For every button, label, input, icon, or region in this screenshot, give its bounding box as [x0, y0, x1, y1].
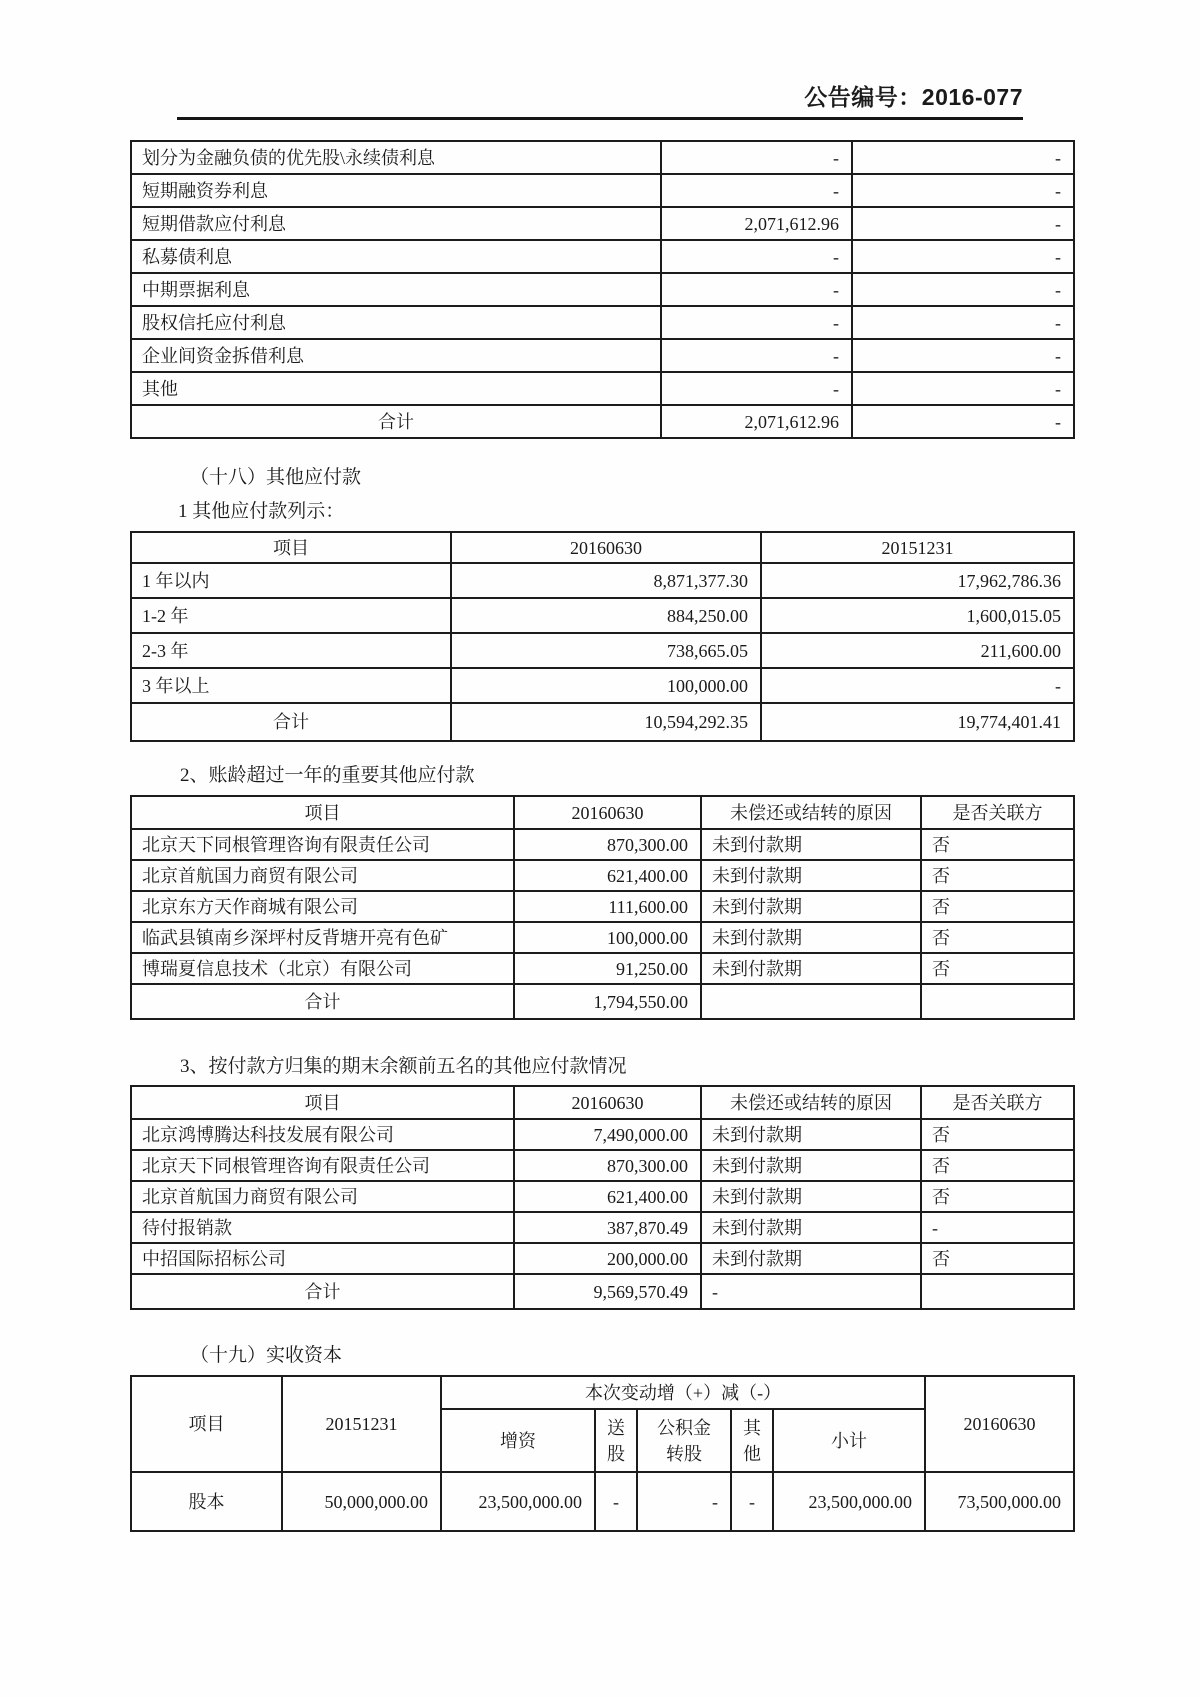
amount-current-cell: 2,071,612.96 — [661, 207, 852, 240]
total-amount-cell: 1,794,550.00 — [514, 984, 701, 1019]
row-label-cell: 2-3 年 — [131, 633, 451, 668]
total-related-cell — [921, 1274, 1074, 1309]
header-row — [131, 532, 1074, 563]
header-row — [131, 1086, 1074, 1119]
column-header-item: 项目 — [131, 796, 514, 829]
related-party-cell: 否 — [921, 1243, 1074, 1274]
related-party-cell: 否 — [921, 1119, 1074, 1150]
total-row — [131, 984, 1074, 1019]
table-row — [131, 953, 1074, 984]
column-header-20160630: 20160630 — [514, 796, 701, 829]
amount-prior-cell: - — [852, 273, 1074, 306]
amount-prior-cell: 17,962,786.36 — [761, 563, 1074, 598]
total-label-cell: 合计 — [131, 405, 661, 438]
amount-prior-cell: - — [852, 207, 1074, 240]
amount-cell: 91,250.00 — [514, 953, 701, 984]
total-row — [131, 703, 1074, 741]
company-name-cell: 临武县镇南乡深坪村反背塘开亮有色矿 — [131, 922, 514, 953]
table-row — [131, 141, 1074, 174]
amount-current-cell: 100,000.00 — [451, 668, 761, 703]
column-header-subtotal: 小计 — [773, 1409, 925, 1472]
column-header-other: 其他 — [731, 1409, 773, 1472]
row-label-cell: 短期融资券利息 — [131, 174, 661, 207]
list-subtitle: 1 其他应付款列示： — [178, 501, 345, 522]
header-rule — [177, 117, 1023, 120]
related-party-cell: 否 — [921, 1181, 1074, 1212]
related-party-cell: 否 — [921, 860, 1074, 891]
total-row — [131, 405, 1074, 438]
row-label-cell: 短期借款应付利息 — [131, 207, 661, 240]
top-five-payables-table — [130, 1085, 1075, 1310]
header-row — [131, 796, 1074, 829]
column-header-20160630: 20160630 — [925, 1376, 1074, 1472]
table-row — [131, 633, 1074, 668]
reason-cell: 未到付款期 — [701, 1119, 921, 1150]
table-row — [131, 372, 1074, 405]
column-header-20151231: 20151231 — [282, 1376, 441, 1472]
section-18-title: （十八）其他应付款 — [190, 467, 362, 488]
amount-prior-cell: - — [852, 240, 1074, 273]
table-row — [131, 563, 1074, 598]
reason-cell: 未到付款期 — [701, 1212, 921, 1243]
table-row — [131, 306, 1074, 339]
column-header-related-party: 是否关联方 — [921, 796, 1074, 829]
total-label-cell: 合计 — [131, 1274, 514, 1309]
company-name-cell: 北京首航国力商贸有限公司 — [131, 860, 514, 891]
amount-current-cell: - — [661, 240, 852, 273]
table-row — [131, 1243, 1074, 1274]
header-row-top — [131, 1376, 1074, 1409]
table-row — [131, 207, 1074, 240]
amount-prior-cell: - — [852, 339, 1074, 372]
company-name-cell: 待付报销款 — [131, 1212, 514, 1243]
amount-cell: 621,400.00 — [514, 1181, 701, 1212]
section-3-subtitle: 3、按付款方归集的期末余额前五名的其他应付款情况 — [180, 1056, 627, 1077]
total-row — [131, 1274, 1074, 1309]
total-current-cell: 2,071,612.96 — [661, 405, 852, 438]
table-row — [131, 860, 1074, 891]
table-row — [131, 1181, 1074, 1212]
reason-cell: 未到付款期 — [701, 1181, 921, 1212]
amount-current-cell: - — [661, 141, 852, 174]
amount-current-cell: 8,871,377.30 — [451, 563, 761, 598]
total-reason-cell: - — [701, 1274, 921, 1309]
section-2-subtitle: 2、账龄超过一年的重要其他应付款 — [180, 765, 475, 786]
subtotal-cell: 23,500,000.00 — [773, 1472, 925, 1531]
amount-current-cell: - — [661, 273, 852, 306]
row-label-cell: 3 年以上 — [131, 668, 451, 703]
column-header-item: 项目 — [131, 532, 451, 563]
related-party-cell: 否 — [921, 1150, 1074, 1181]
amount-current-cell: 738,665.05 — [451, 633, 761, 668]
total-prior-cell: 19,774,401.41 — [761, 703, 1074, 741]
column-header-bonus-shares: 送股 — [595, 1409, 637, 1472]
section-19-title: （十九）实收资本 — [190, 1345, 343, 1366]
reason-cell: 未到付款期 — [701, 860, 921, 891]
total-label-cell: 合计 — [131, 703, 451, 741]
row-label-cell: 股本 — [131, 1472, 282, 1531]
amount-prior-cell: - — [852, 372, 1074, 405]
amount-current-cell: - — [661, 174, 852, 207]
company-name-cell: 北京首航国力商贸有限公司 — [131, 1181, 514, 1212]
amount-cell: 621,400.00 — [514, 860, 701, 891]
total-prior-cell: - — [852, 405, 1074, 438]
amount-cell: 100,000.00 — [514, 922, 701, 953]
reserve-to-shares-cell: - — [637, 1472, 731, 1531]
amount-prior-cell: - — [852, 174, 1074, 207]
related-party-cell: 否 — [921, 891, 1074, 922]
amount-current-cell: - — [661, 372, 852, 405]
total-reason-cell — [701, 984, 921, 1019]
table-row — [131, 1472, 1074, 1531]
company-name-cell: 中招国际招标公司 — [131, 1243, 514, 1274]
column-header-20151231: 20151231 — [761, 532, 1074, 563]
current-amount-cell: 73,500,000.00 — [925, 1472, 1074, 1531]
amount-cell: 870,300.00 — [514, 1150, 701, 1181]
table-row — [131, 174, 1074, 207]
column-header-capital-increase: 增资 — [441, 1409, 595, 1472]
table-row — [131, 1212, 1074, 1243]
other-payables-aging-table — [130, 531, 1075, 742]
amount-cell: 7,490,000.00 — [514, 1119, 701, 1150]
table-row — [131, 339, 1074, 372]
reason-cell: 未到付款期 — [701, 922, 921, 953]
related-party-cell: - — [921, 1212, 1074, 1243]
total-current-cell: 10,594,292.35 — [451, 703, 761, 741]
related-party-cell: 否 — [921, 953, 1074, 984]
page-content — [130, 0, 1073, 1532]
column-header-related-party: 是否关联方 — [921, 1086, 1074, 1119]
column-header-20160630: 20160630 — [514, 1086, 701, 1119]
table-row — [131, 829, 1074, 860]
reason-cell: 未到付款期 — [701, 953, 921, 984]
amount-cell: 870,300.00 — [514, 829, 701, 860]
amount-current-cell: - — [661, 306, 852, 339]
column-header-change-group: 本次变动增（+）减（-） — [441, 1376, 925, 1409]
amount-current-cell: - — [661, 339, 852, 372]
amount-prior-cell: 211,600.00 — [761, 633, 1074, 668]
table-row — [131, 891, 1074, 922]
company-name-cell: 博瑞夏信息技术（北京）有限公司 — [131, 953, 514, 984]
over-one-year-payables-table — [130, 795, 1075, 1020]
amount-prior-cell: 1,600,015.05 — [761, 598, 1074, 633]
row-label-cell: 划分为金融负债的优先股\永续债利息 — [131, 141, 661, 174]
total-related-cell — [921, 984, 1074, 1019]
amount-prior-cell: - — [852, 306, 1074, 339]
reason-cell: 未到付款期 — [701, 829, 921, 860]
total-label-cell: 合计 — [131, 984, 514, 1019]
column-header-reason: 未偿还或结转的原因 — [701, 796, 921, 829]
company-name-cell: 北京天下同根管理咨询有限责任公司 — [131, 1150, 514, 1181]
company-name-cell: 北京天下同根管理咨询有限责任公司 — [131, 829, 514, 860]
row-label-cell: 其他 — [131, 372, 661, 405]
company-name-cell: 北京东方天作商城有限公司 — [131, 891, 514, 922]
amount-cell: 387,870.49 — [514, 1212, 701, 1243]
increase-amount-cell: 23,500,000.00 — [441, 1472, 595, 1531]
company-name-cell: 北京鸿博腾达科技发展有限公司 — [131, 1119, 514, 1150]
column-header-item: 项目 — [131, 1376, 282, 1472]
column-header-reserve-to-shares: 公积金转股 — [637, 1409, 731, 1472]
table-row — [131, 1150, 1074, 1181]
row-label-cell: 中期票据利息 — [131, 273, 661, 306]
table-row — [131, 1119, 1074, 1150]
amount-current-cell: 884,250.00 — [451, 598, 761, 633]
bonus-shares-cell: - — [595, 1472, 637, 1531]
amount-cell: 111,600.00 — [514, 891, 701, 922]
related-party-cell: 否 — [921, 829, 1074, 860]
interest-detail-table — [130, 140, 1075, 439]
table-row — [131, 668, 1074, 703]
amount-prior-cell: - — [761, 668, 1074, 703]
total-amount-cell: 9,569,570.49 — [514, 1274, 701, 1309]
column-header-reason: 未偿还或结转的原因 — [701, 1086, 921, 1119]
table-row — [131, 598, 1074, 633]
prev-amount-cell: 50,000,000.00 — [282, 1472, 441, 1531]
amount-prior-cell: - — [852, 141, 1074, 174]
column-header-20160630: 20160630 — [451, 532, 761, 563]
row-label-cell: 股权信托应付利息 — [131, 306, 661, 339]
row-label-cell: 1-2 年 — [131, 598, 451, 633]
other-cell: - — [731, 1472, 773, 1531]
row-label-cell: 私募债利息 — [131, 240, 661, 273]
reason-cell: 未到付款期 — [701, 1243, 921, 1274]
table-row — [131, 273, 1074, 306]
table-row — [131, 922, 1074, 953]
announcement-number: 公告编号：2016-077 — [804, 84, 1023, 110]
column-header-item: 项目 — [131, 1086, 514, 1119]
related-party-cell: 否 — [921, 922, 1074, 953]
row-label-cell: 1 年以内 — [131, 563, 451, 598]
paid-in-capital-table — [130, 1375, 1075, 1532]
table-row — [131, 240, 1074, 273]
row-label-cell: 企业间资金拆借利息 — [131, 339, 661, 372]
reason-cell: 未到付款期 — [701, 891, 921, 922]
reason-cell: 未到付款期 — [701, 1150, 921, 1181]
amount-cell: 200,000.00 — [514, 1243, 701, 1274]
